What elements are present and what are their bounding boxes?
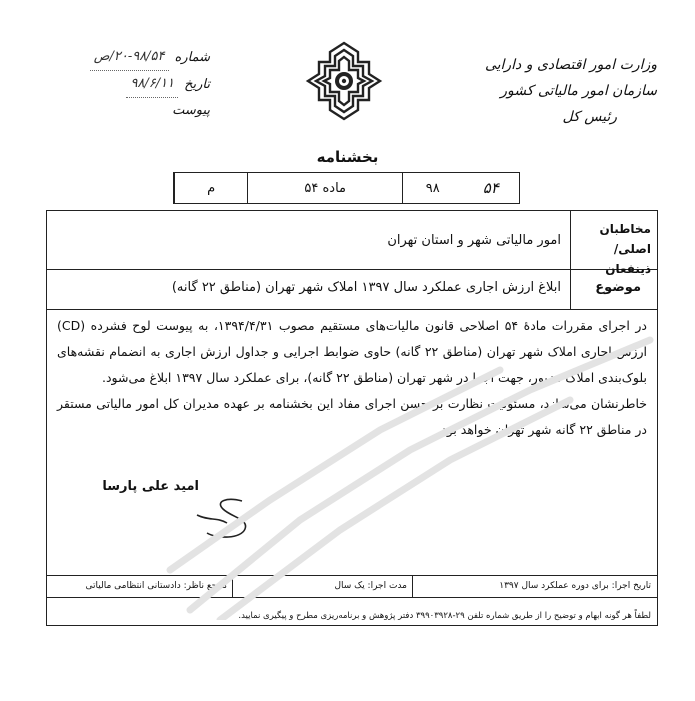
document-title: بخشنامه xyxy=(316,148,379,166)
subject-value: ابلاغ ارزش اجاری عملکرد سال ۱۳۹۷ املاک شهر تهران (مناطق ۲۲ گانه) xyxy=(171,280,561,295)
recipients-label-line2: ذینفعان xyxy=(605,262,651,276)
document-meta xyxy=(30,44,210,124)
date-label: تاریخ xyxy=(184,76,210,92)
recipients-value: امور مالیاتی شهر و استان تهران xyxy=(387,233,561,248)
circular-article: ماده ۵۴ xyxy=(247,173,402,203)
body-paragraph-1: در اجرای مقررات مادهٔ ۵۴ اصلاحی قانون مالیات‌های مستقیم مصوب ۱۳۹۴/۴/۳۱، به پیوست لوح فشرده (CD) ارزش اجاری املاک شهر تهران (مناطق ۲۲ گانه) حاوی ضوابط اجرایی و جداول ارزش اجاری به انضمام نقشه‌های بلوک‌بندی املاک مزبور، جهت اجرا در شهر تهران (مناطق ۲۲ گانه)، برای عملکرد سال ۱۳۹۷ ابلاغ می‌شود. xyxy=(57,318,647,385)
body-paragraph-2: خاطرنشان می‌سازد، مسئولیت نظارت بر حسن اجرای مفاد این بخشنامه بر عهده مدیران کل امور مالیاتی مستقر در مناطق ۲۲ گانه شهر تهران خواهد بود. xyxy=(57,396,647,437)
footer-note: لطفاً هر گونه ابهام و توضیح را از طریق شماره تلفن ۲۹-۳۹۹۰۳۹۲۸ دفتر پژوهش و برنامه‌ریزی مطرح و پیگیری نمایید. xyxy=(238,611,651,621)
recipients-label xyxy=(571,219,651,279)
attachment-label: پیوست xyxy=(172,103,210,118)
recipients-label-line1: مخاطبان اصلی/ xyxy=(599,222,651,256)
circular-body-frame xyxy=(46,210,658,626)
date-value: ۹۸/۶/۱۱ xyxy=(126,71,178,98)
footer-authority: مرجع ناظر: دادستانی انتظامی مالیاتی xyxy=(85,581,227,591)
handwritten-signature xyxy=(187,493,267,545)
ministry-header xyxy=(447,52,657,130)
ministry-name: وزارت امور اقتصادی و دارایی xyxy=(484,57,657,73)
circular-body xyxy=(57,313,647,443)
circular-year: ۹۸ xyxy=(402,173,462,203)
footer-validity: مدت اجرا: یک سال xyxy=(334,581,407,591)
number-value: ۲۰-۹۸/۵۴/ص xyxy=(90,44,169,71)
number-label: شماره xyxy=(174,49,210,65)
footer-execution-date: تاریخ اجرا: برای دوره عملکرد سال ۱۳۹۷ xyxy=(499,581,651,591)
tax-organization-logo xyxy=(305,40,383,122)
signatory-name: امید علی پارسا xyxy=(102,479,199,494)
subject-label: موضوع xyxy=(595,280,641,295)
circular-info-box xyxy=(173,172,520,204)
organization-name: سازمان امور مالیاتی کشور xyxy=(500,83,657,99)
circular-number: ۵۴ xyxy=(482,179,499,197)
office-name: رئیس کل xyxy=(562,109,617,125)
circular-code: م xyxy=(174,173,247,203)
